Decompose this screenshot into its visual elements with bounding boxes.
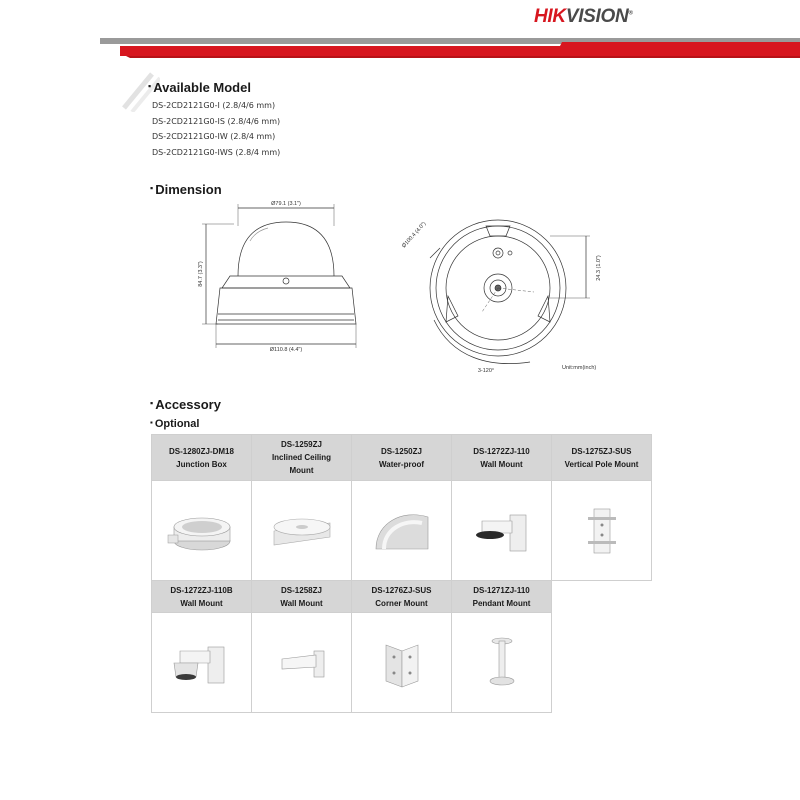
accessory-header-cell: DS-1259ZJ Inclined Ceiling Mount xyxy=(252,435,352,481)
angle-label: 3-120° xyxy=(477,368,495,374)
accessory-image-cell xyxy=(452,613,552,713)
accessory-header-row xyxy=(152,435,652,481)
accessory-header-cell: DS-1272ZJ-110 Wall Mount xyxy=(452,435,552,481)
accessory-image-cell xyxy=(352,481,452,581)
model-item: DS-2CD2121G0-I (2.8/4/6 mm) xyxy=(152,101,276,110)
height-label: 84.7 (3.3") xyxy=(198,261,204,287)
available-model-title: ▪ Available Model xyxy=(148,80,251,95)
empty-cell xyxy=(552,581,652,613)
banner-red-band xyxy=(120,42,800,56)
wall-mount-camera-icon xyxy=(162,633,242,693)
corner-mount-icon xyxy=(362,633,442,693)
accessory-image-cell xyxy=(152,481,252,581)
accessory-title: ▪ Accessory xyxy=(150,397,221,412)
dome-outline xyxy=(238,222,334,276)
accessory-header-cell: DS-1272ZJ-110B Wall Mount xyxy=(152,581,252,613)
model-list xyxy=(152,98,280,160)
circle-diameter-label: Ø100.4 (4.0") xyxy=(401,220,428,250)
dimension-drawing xyxy=(190,196,630,380)
junction-box-icon xyxy=(162,501,242,561)
inclined-ceiling-mount-icon xyxy=(262,501,342,561)
model-item: DS-2CD2121G0-IWS (2.8/4 mm) xyxy=(152,147,281,157)
accessory-image-cell xyxy=(152,613,252,713)
accessory-header-row xyxy=(152,581,652,613)
accessory-header-cell: DS-1250ZJ Water-proof xyxy=(352,435,452,481)
accessory-header-cell: DS-1271ZJ-110 Pendant Mount xyxy=(452,581,552,613)
hikvision-logo: HIKVISION® xyxy=(534,6,633,27)
small-wall-mount-icon xyxy=(262,633,342,693)
water-proof-cover-icon xyxy=(362,501,442,561)
dimension-title: ▪ Dimension xyxy=(150,182,222,197)
accessory-image-cell xyxy=(352,613,452,713)
accessory-image-row xyxy=(152,613,652,713)
model-item: DS-2CD2121G0-IW (2.8/4 mm) xyxy=(152,132,276,141)
empty-cell xyxy=(552,613,652,713)
accessory-image-cell xyxy=(452,481,552,581)
accessory-table xyxy=(151,434,652,713)
unit-label: Unit:mm(inch) xyxy=(562,365,597,371)
accessory-header-cell: DS-1275ZJ-SUS Vertical Pole Mount xyxy=(552,435,652,481)
base-width-label: Ø110.8 (4.4") xyxy=(269,347,303,353)
pendant-mount-icon xyxy=(462,633,542,693)
optional-subtitle: ▪ Optional xyxy=(150,418,200,430)
accessory-header-cell: DS-1276ZJ-SUS Corner Mount xyxy=(352,581,452,613)
accessory-image-cell xyxy=(252,481,352,581)
vertical-pole-mount-icon xyxy=(562,501,642,561)
model-item: DS-2CD2121G0-IS (2.8/4/6 mm) xyxy=(152,116,281,126)
header-banner xyxy=(0,36,800,66)
accessory-image-row xyxy=(152,481,652,581)
wall-mount-icon xyxy=(462,501,542,561)
accessory-image-cell xyxy=(552,481,652,581)
accessory-image-cell xyxy=(252,613,352,713)
top-width-label: Ø79.1 (3.1") xyxy=(271,201,301,207)
accessory-header-cell: DS-1258ZJ Wall Mount xyxy=(252,581,352,613)
accessory-header-cell: DS-1280ZJ-DM18 Junction Box xyxy=(152,435,252,481)
offset-label: 24.3 (1.0") xyxy=(596,255,602,281)
